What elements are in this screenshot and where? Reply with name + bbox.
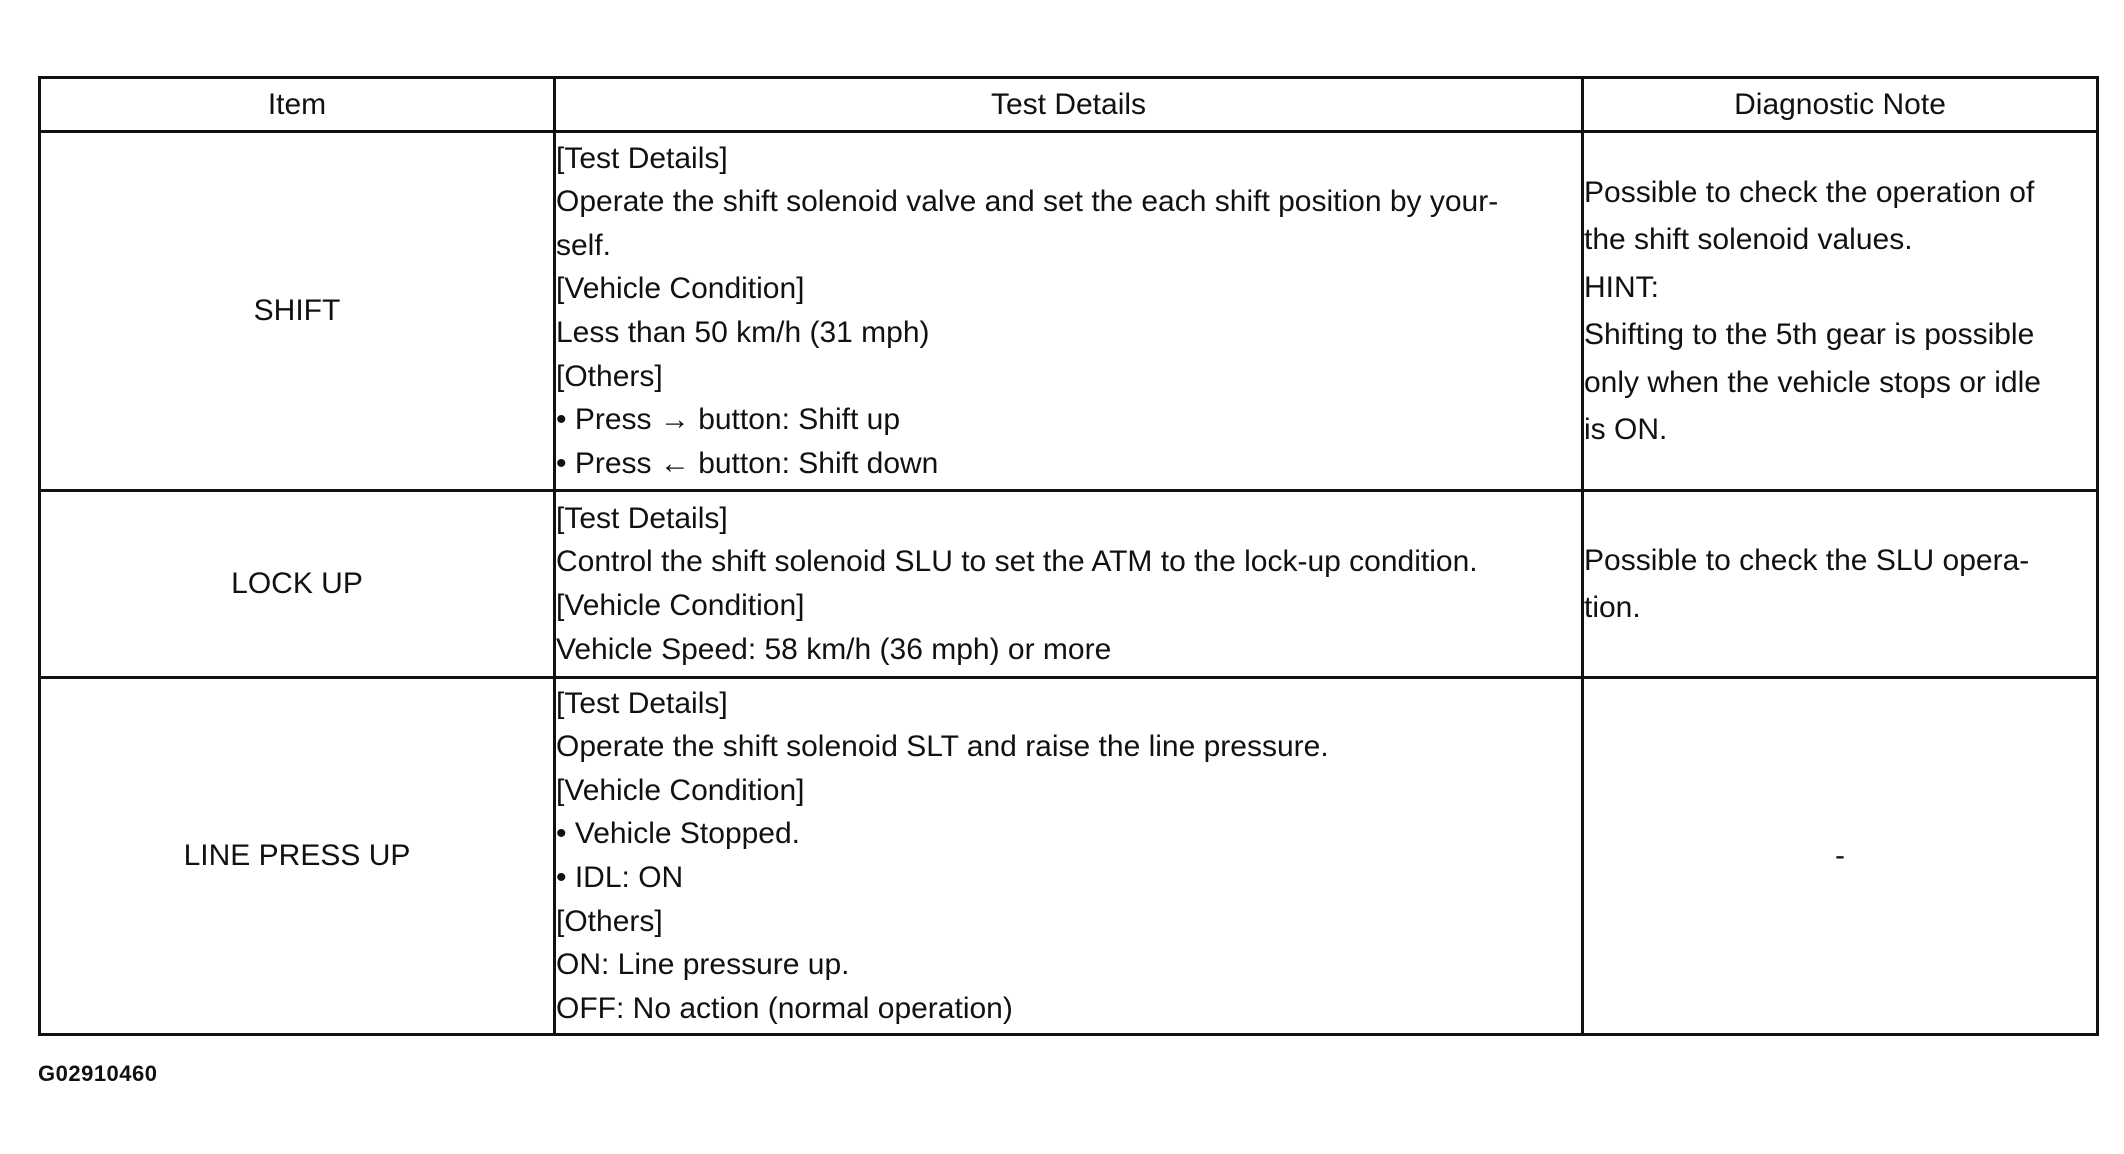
detail-line: • Press ← button: Shift down bbox=[556, 446, 939, 480]
details-cell-shift bbox=[555, 132, 1583, 491]
table-row bbox=[40, 132, 2098, 491]
header-test-details: Test Details bbox=[555, 78, 1583, 132]
note-line: Possible to check the operation of bbox=[1584, 175, 2035, 209]
detail-line: Control the shift solenoid SLU to set the ATM to the lock-up condition. bbox=[556, 545, 1478, 579]
detail-line: [Test Details] bbox=[556, 501, 728, 535]
detail-line: [Test Details] bbox=[556, 686, 728, 720]
details-cell-lock-up bbox=[555, 491, 1583, 678]
item-cell-line-press-up: LINE PRESS UP bbox=[40, 678, 555, 1035]
header-diagnostic-note: Diagnostic Note bbox=[1583, 78, 2098, 132]
detail-line: OFF: No action (normal operation) bbox=[556, 991, 1013, 1025]
note-line: - bbox=[1835, 839, 1845, 873]
detail-line: [Vehicle Condition] bbox=[556, 773, 805, 807]
detail-line: Operate the shift solenoid valve and set the each shift position by your- bbox=[556, 185, 1499, 219]
detail-line: Operate the shift solenoid SLT and raise the line pressure. bbox=[556, 730, 1329, 764]
note-line: HINT: bbox=[1584, 270, 1659, 304]
detail-line: Vehicle Speed: 58 km/h (36 mph) or more bbox=[556, 632, 1112, 666]
note-line: only when the vehicle stops or idle bbox=[1584, 365, 2041, 399]
note-line: is ON. bbox=[1584, 413, 1668, 446]
detail-line: • IDL: ON bbox=[556, 861, 684, 894]
detail-line: ON: Line pressure up. bbox=[556, 948, 850, 982]
detail-line: Less than 50 km/h (31 mph) bbox=[556, 316, 930, 349]
note-line: Possible to check the SLU opera- bbox=[1584, 543, 2030, 577]
detail-line: • Vehicle Stopped. bbox=[556, 817, 801, 851]
detail-line: • Press → button: Shift up bbox=[556, 403, 901, 437]
details-cell-line-press-up bbox=[555, 678, 1583, 1035]
table-row bbox=[40, 491, 2098, 678]
detail-line: [Vehicle Condition] bbox=[556, 272, 805, 306]
header-row bbox=[40, 78, 2098, 132]
table-row bbox=[40, 678, 2098, 1035]
detail-line: [Others] bbox=[556, 904, 663, 938]
detail-line: [Test Details] bbox=[556, 141, 728, 175]
figure-id: G02910460 bbox=[38, 1061, 158, 1086]
note-line: Shifting to the 5th gear is possible bbox=[1584, 318, 2035, 351]
item-cell-shift: SHIFT bbox=[40, 132, 555, 491]
detail-line: [Vehicle Condition] bbox=[556, 589, 805, 622]
note-line: the shift solenoid values. bbox=[1584, 223, 1913, 256]
note-cell-shift bbox=[1583, 132, 2098, 491]
detail-line: self. bbox=[556, 228, 612, 262]
note-line: tion. bbox=[1584, 591, 1641, 624]
note-cell-line-press-up bbox=[1583, 678, 2098, 1035]
active-test-table bbox=[38, 76, 2099, 1036]
note-cell-lock-up bbox=[1583, 491, 2098, 678]
detail-line: [Others] bbox=[556, 359, 663, 393]
header-item: Item bbox=[40, 78, 555, 132]
item-cell-lock-up: LOCK UP bbox=[40, 491, 555, 678]
